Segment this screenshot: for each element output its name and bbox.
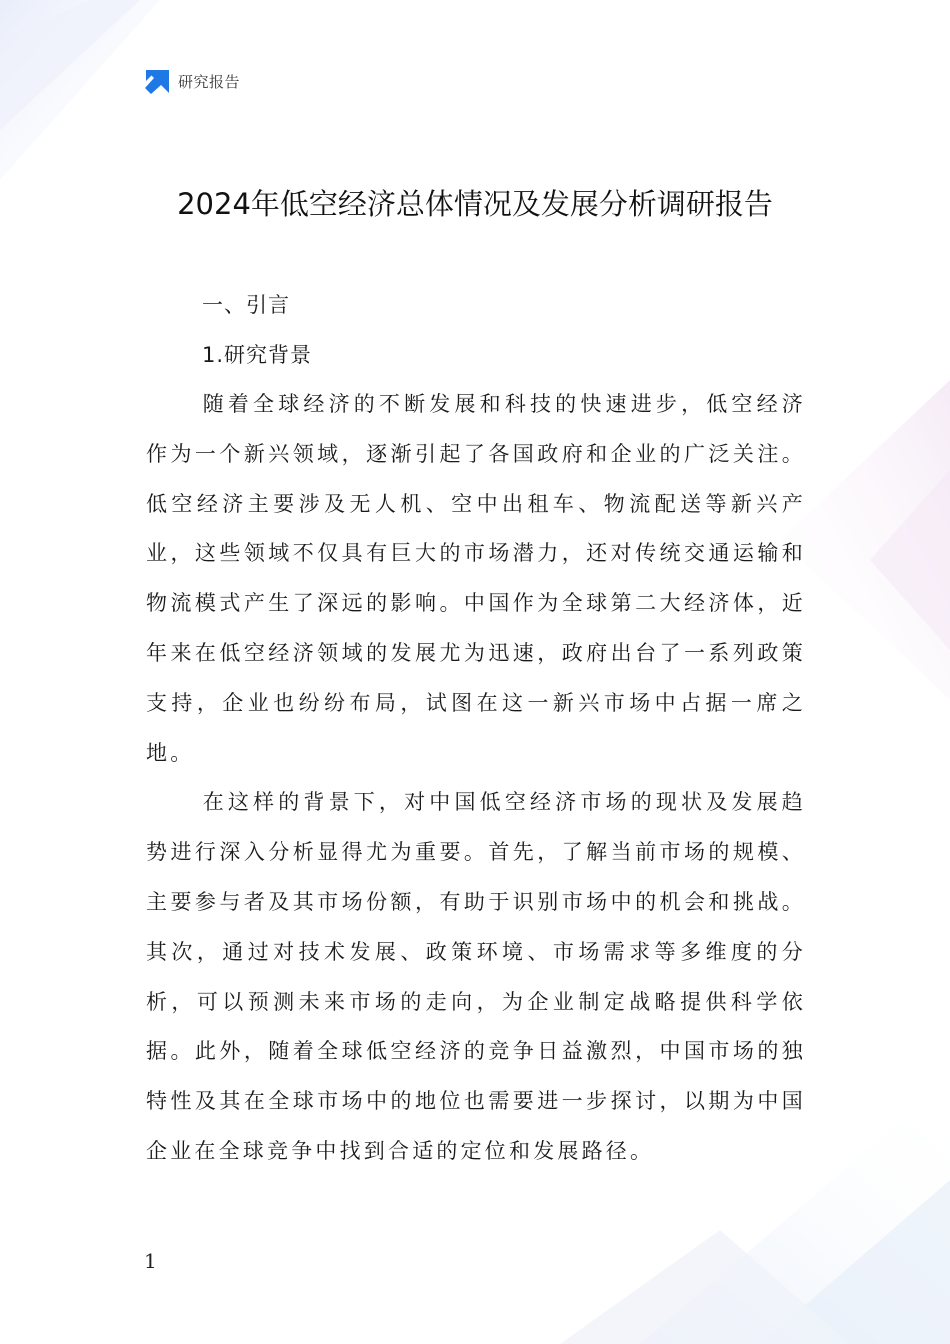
body-paragraph: 在这样的背景下，对中国低空经济市场的现状及发展趋势进行深入分析显得尤为重要。首先，了解当前市场的规模、主要参与者及其市场份额，有助于识别市场中的机会和挑战。其次，通过对技术发展、政策环境、市场需求等多维度的分析，可以预测未来市场的走向，为企业制定战略提供科学依据。此外，随着全球低空经济的竞争日益激烈，中国市场的独特性及其在全球市场中的地位也需要进一步探讨，以期为中国企业在全球竞争中找到合适的定位和发展路径。 <box>146 790 806 1163</box>
section-heading: 一、引言 <box>202 293 290 317</box>
brand-label: 研究报告 <box>178 72 241 91</box>
subsection-heading: 1.研究背景 <box>202 343 313 367</box>
arrow-up-right-icon <box>143 67 171 95</box>
document-title: 2024年低空经济总体情况及发展分析调研报告 <box>177 187 773 221</box>
page-number: 1 <box>144 1249 157 1273</box>
body-paragraph: 随着全球经济的不断发展和科技的快速进步，低空经济作为一个新兴领域，逐渐引起了各国政府和企业的广泛关注。低空经济主要涉及无人机、空中出租车、物流配送等新兴产业，这些领域不仅具有巨大的市场潜力，还对传统交通运输和物流模式产生了深远的影响。中国作为全球第二大经济体，近年来在低空经济领域的发展尤为迅速，政府出台了一系列政策支持，企业也纷纷布局，试图在这一新兴市场中占据一席之地。 <box>146 392 806 765</box>
page-header <box>143 66 240 96</box>
document-body <box>146 280 806 1177</box>
